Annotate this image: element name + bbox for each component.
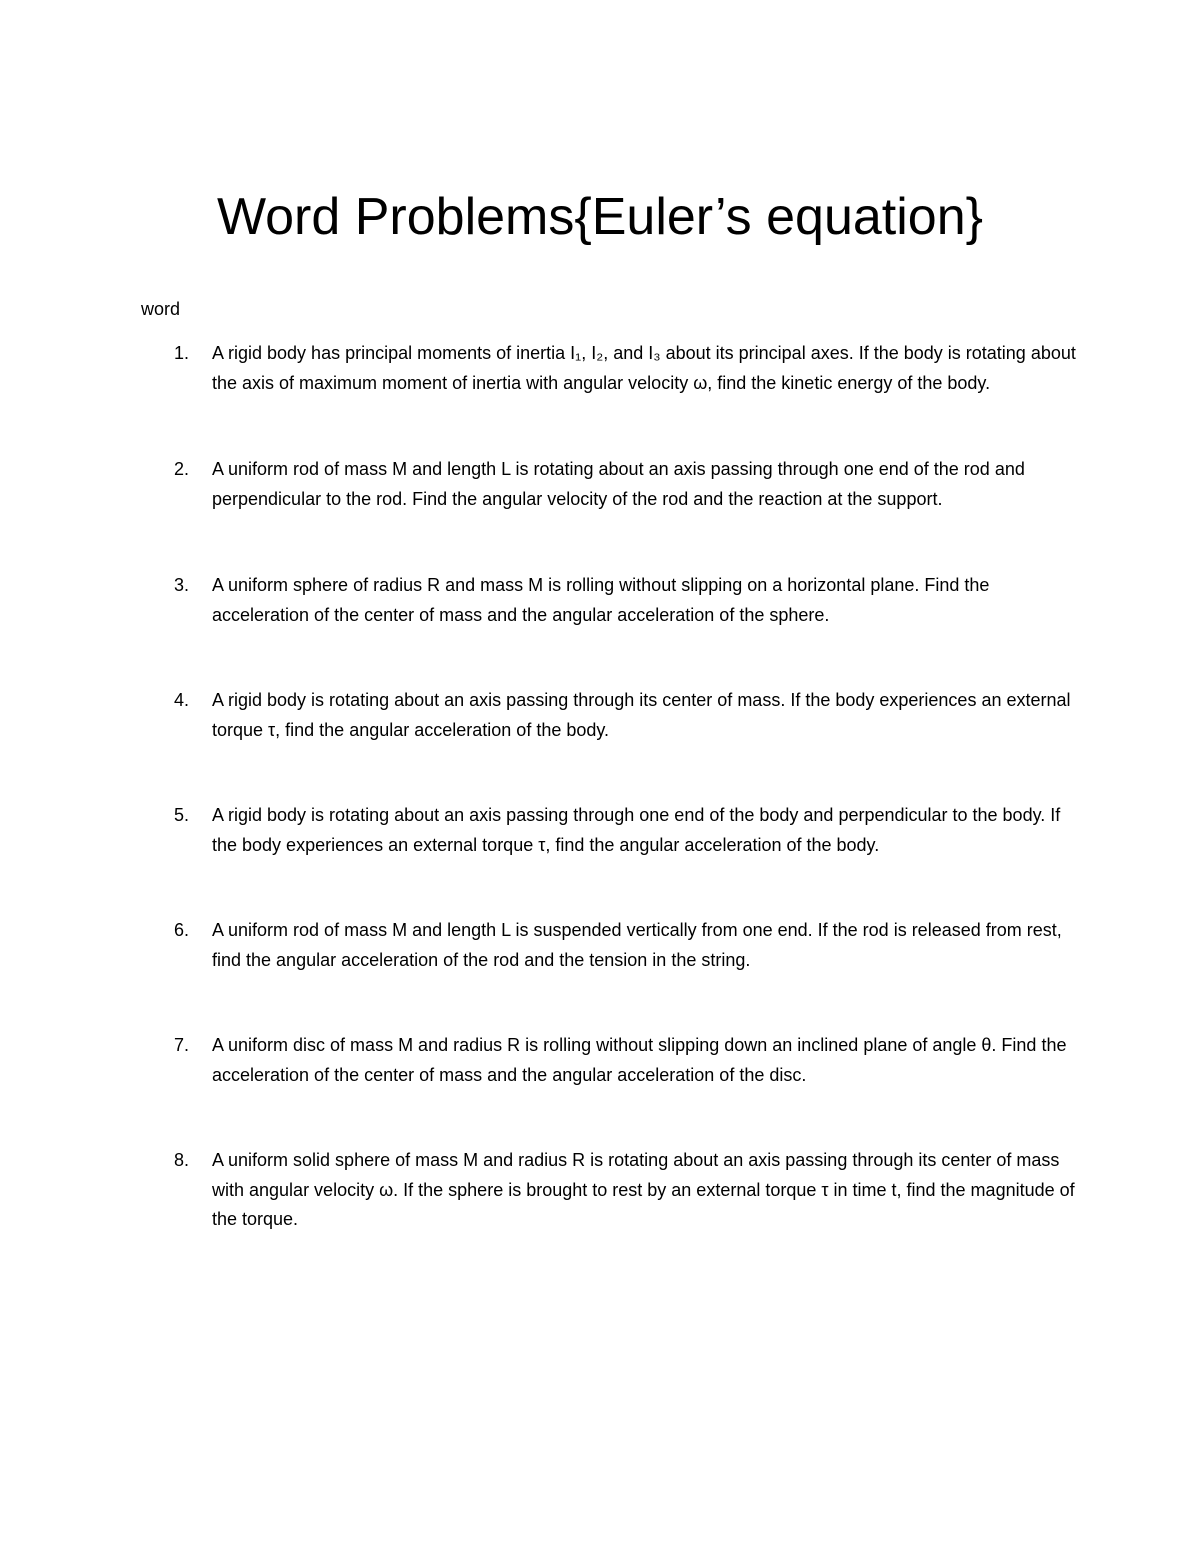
problem-item: [141, 455, 1081, 514]
problem-item: [141, 339, 1081, 398]
problem-number: 1.: [174, 343, 190, 363]
problem-item: [141, 1031, 1081, 1090]
problem-item: [141, 571, 1081, 630]
problem-number: 6.: [174, 920, 190, 940]
problem-item: [141, 1146, 1081, 1235]
problem-number: 2.: [174, 459, 190, 479]
problem-item: [141, 801, 1081, 860]
problem-text: A uniform rod of mass M and length L is suspended vertically from one end. If the rod is released from rest, find the angular acceleration of the rod and the tension in the string.: [212, 920, 1062, 970]
problem-text: A rigid body is rotating about an axis passing through its center of mass. If the body experiences an external torque τ, find the angular acceleration of the body.: [212, 690, 1071, 740]
problem-text: A uniform solid sphere of mass M and radius R is rotating about an axis passing through its center of mass with angular velocity ω. If the sphere is brought to rest by an external torque τ in time t, find the magnitude of the torque.: [212, 1150, 1075, 1229]
problem-text: A rigid body is rotating about an axis passing through one end of the body and perpendicular to the body. If the body experiences an external torque τ, find the angular acceleration of the body.: [212, 805, 1061, 855]
problem-item: [141, 686, 1081, 745]
problem-text: A rigid body has principal moments of inertia I₁, I₂, and I₃ about its principal axes. If the body is rotating about the axis of maximum moment of inertia with angular velocity ω, find the kinetic energy of the body.: [212, 343, 1076, 393]
problem-text: A uniform disc of mass M and radius R is rolling without slipping down an inclined plane of angle θ. Find the acceleration of the center of mass and the angular acceleration of the disc.: [212, 1035, 1067, 1085]
section-label: word: [141, 299, 181, 319]
problem-number: 7.: [174, 1035, 190, 1055]
problem-number: 4.: [174, 690, 190, 710]
problem-number: 3.: [174, 575, 190, 595]
problem-text: A uniform rod of mass M and length L is rotating about an axis passing through one end of the rod and perpendicular to the rod. Find the angular velocity of the rod and the reaction at the support.: [212, 459, 1025, 509]
document-title: Word Problems{Euler’s equation}: [216, 188, 983, 246]
problem-number: 8.: [174, 1150, 190, 1170]
problem-number: 5.: [174, 805, 190, 825]
problem-list: [141, 339, 1081, 1235]
problem-text: A uniform sphere of radius R and mass M is rolling without slipping on a horizontal plane. Find the acceleration of the center of mass and the angular acceleration of the sphere.: [212, 575, 990, 625]
problem-item: [141, 916, 1081, 975]
